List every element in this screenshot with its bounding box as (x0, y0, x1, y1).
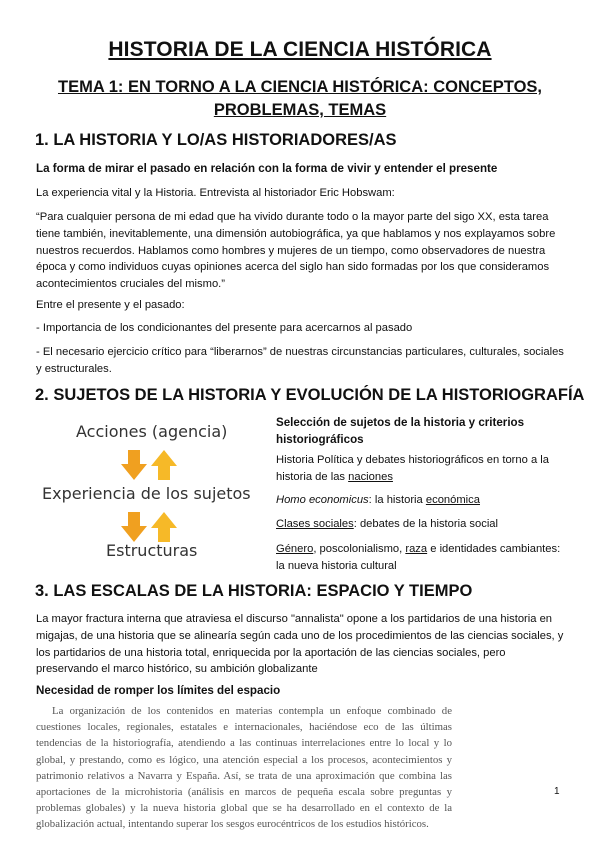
item-cultural-history: Género, poscolonialismo, raza e identidades cambiantes: la nueva historia cultural (276, 543, 561, 572)
down-arrow-icon (120, 510, 148, 544)
up-arrow-icon (150, 448, 178, 482)
document-title: HISTORIA DE LA CIENCIA HISTÓRICA (108, 38, 492, 61)
hobsbawm-quote: “Para cualquier persona de mi edad que ha vivido durante todo o la mayor parte del sigo XX, esta tarea tiene también, inevitablemente, una dimensión autobiográfica, ya que hablamos y nos explayamos sobre nuestros recuerdos. Hablamos como hombres y mujeres de un tiempo, como observadores de nuestra época y como individuos cuyas opiniones acerca del siglo han sido formadas por los que consideramos acontecimientos cruciales del mismo.” (36, 211, 556, 291)
item-economic-history: Homo economicus: la historia económica (276, 494, 480, 506)
diagram-label-agency: Acciones (agencia) (76, 422, 228, 441)
point-critical-exercise: - El necesario ejercicio crítico para “liberarnos” de nuestras circunstancias particulares, culturales, sociales y estructurales. (36, 346, 564, 375)
down-arrow-icon (120, 448, 148, 482)
item-political-history: Historia Política y debates historiográficos en torno a la historia de las naciones (276, 454, 549, 483)
present-past-label: Entre el presente y el pasado: (36, 299, 185, 311)
agency-structure-diagram (36, 416, 268, 568)
section-3-heading: 3. LAS ESCALAS DE LA HISTORIA: ESPACIO Y TIEMPO (35, 582, 473, 600)
item-social-history: Clases sociales: debates de la historia social (276, 518, 499, 530)
up-arrow-icon (150, 510, 178, 544)
section-1-heading: 1. LA HISTORIA Y LO/AS HISTORIADORES/AS (35, 131, 397, 149)
topic-subtitle: TEMA 1: EN TORNO A LA CIENCIA HISTÓRICA: CONCEPTOS, PROBLEMAS, TEMAS (57, 78, 543, 119)
subjects-selection-heading: Selección de sujetos de la historia y criterios historiográficos (276, 416, 525, 446)
section-1-intro: La experiencia vital y la Historia. Entrevista al historiador Eric Hobswam: (36, 187, 395, 199)
space-limits-subheading: Necesidad de romper los límites del espacio (36, 684, 281, 697)
scanned-excerpt: La organización de los contenidos en materias contempla un enfoque combinado de cuestiones locales, regionales, estatales e internacionales, haciéndose eco de las últimas tendencias de la historiografía, atendiendo a las continuas interrelaciones entre lo local y lo global, y prestando, como es lógico, una atención especial a los procesos, acontecimientos y patrimonio relativos a Navarra y España. Así, se trata de una aproximación que combina las aportaciones de la microhistoria (análisis en marcos de pequeña escala sobre preguntas y problemas globales) y la nueva historia global que se ha desarrollado en el contexto de la globalización actual, intentando superar los sesgos eurocéntricos de los estudios históricos. (36, 705, 452, 831)
section-2-heading: 2. SUJETOS DE LA HISTORIA Y EVOLUCIÓN DE LA HISTORIOGRAFÍA (35, 386, 585, 404)
point-conditioning: - Importancia de los condicionantes del presente para acercarnos al pasado (36, 322, 413, 334)
diagram-label-structures: Estructuras (106, 541, 198, 560)
section-1-lead: La forma de mirar el pasado en relación con la forma de vivir y entender el presente (36, 162, 498, 175)
annales-paragraph: La mayor fractura interna que atraviesa el discurso "annalista" opone a los partidarios de una historia en migajas, de una historia que se alinearía según cada uno de los procedimientos de las ciencias sociales, y los partidarios de una historia total, enriquecida por la aportación de las ciencias sociales, pero preservando el marco histórico, su ambición globalizante (36, 613, 564, 676)
diagram-label-experience: Experiencia de los sujetos (42, 484, 251, 503)
page-number: 1 (554, 786, 560, 797)
